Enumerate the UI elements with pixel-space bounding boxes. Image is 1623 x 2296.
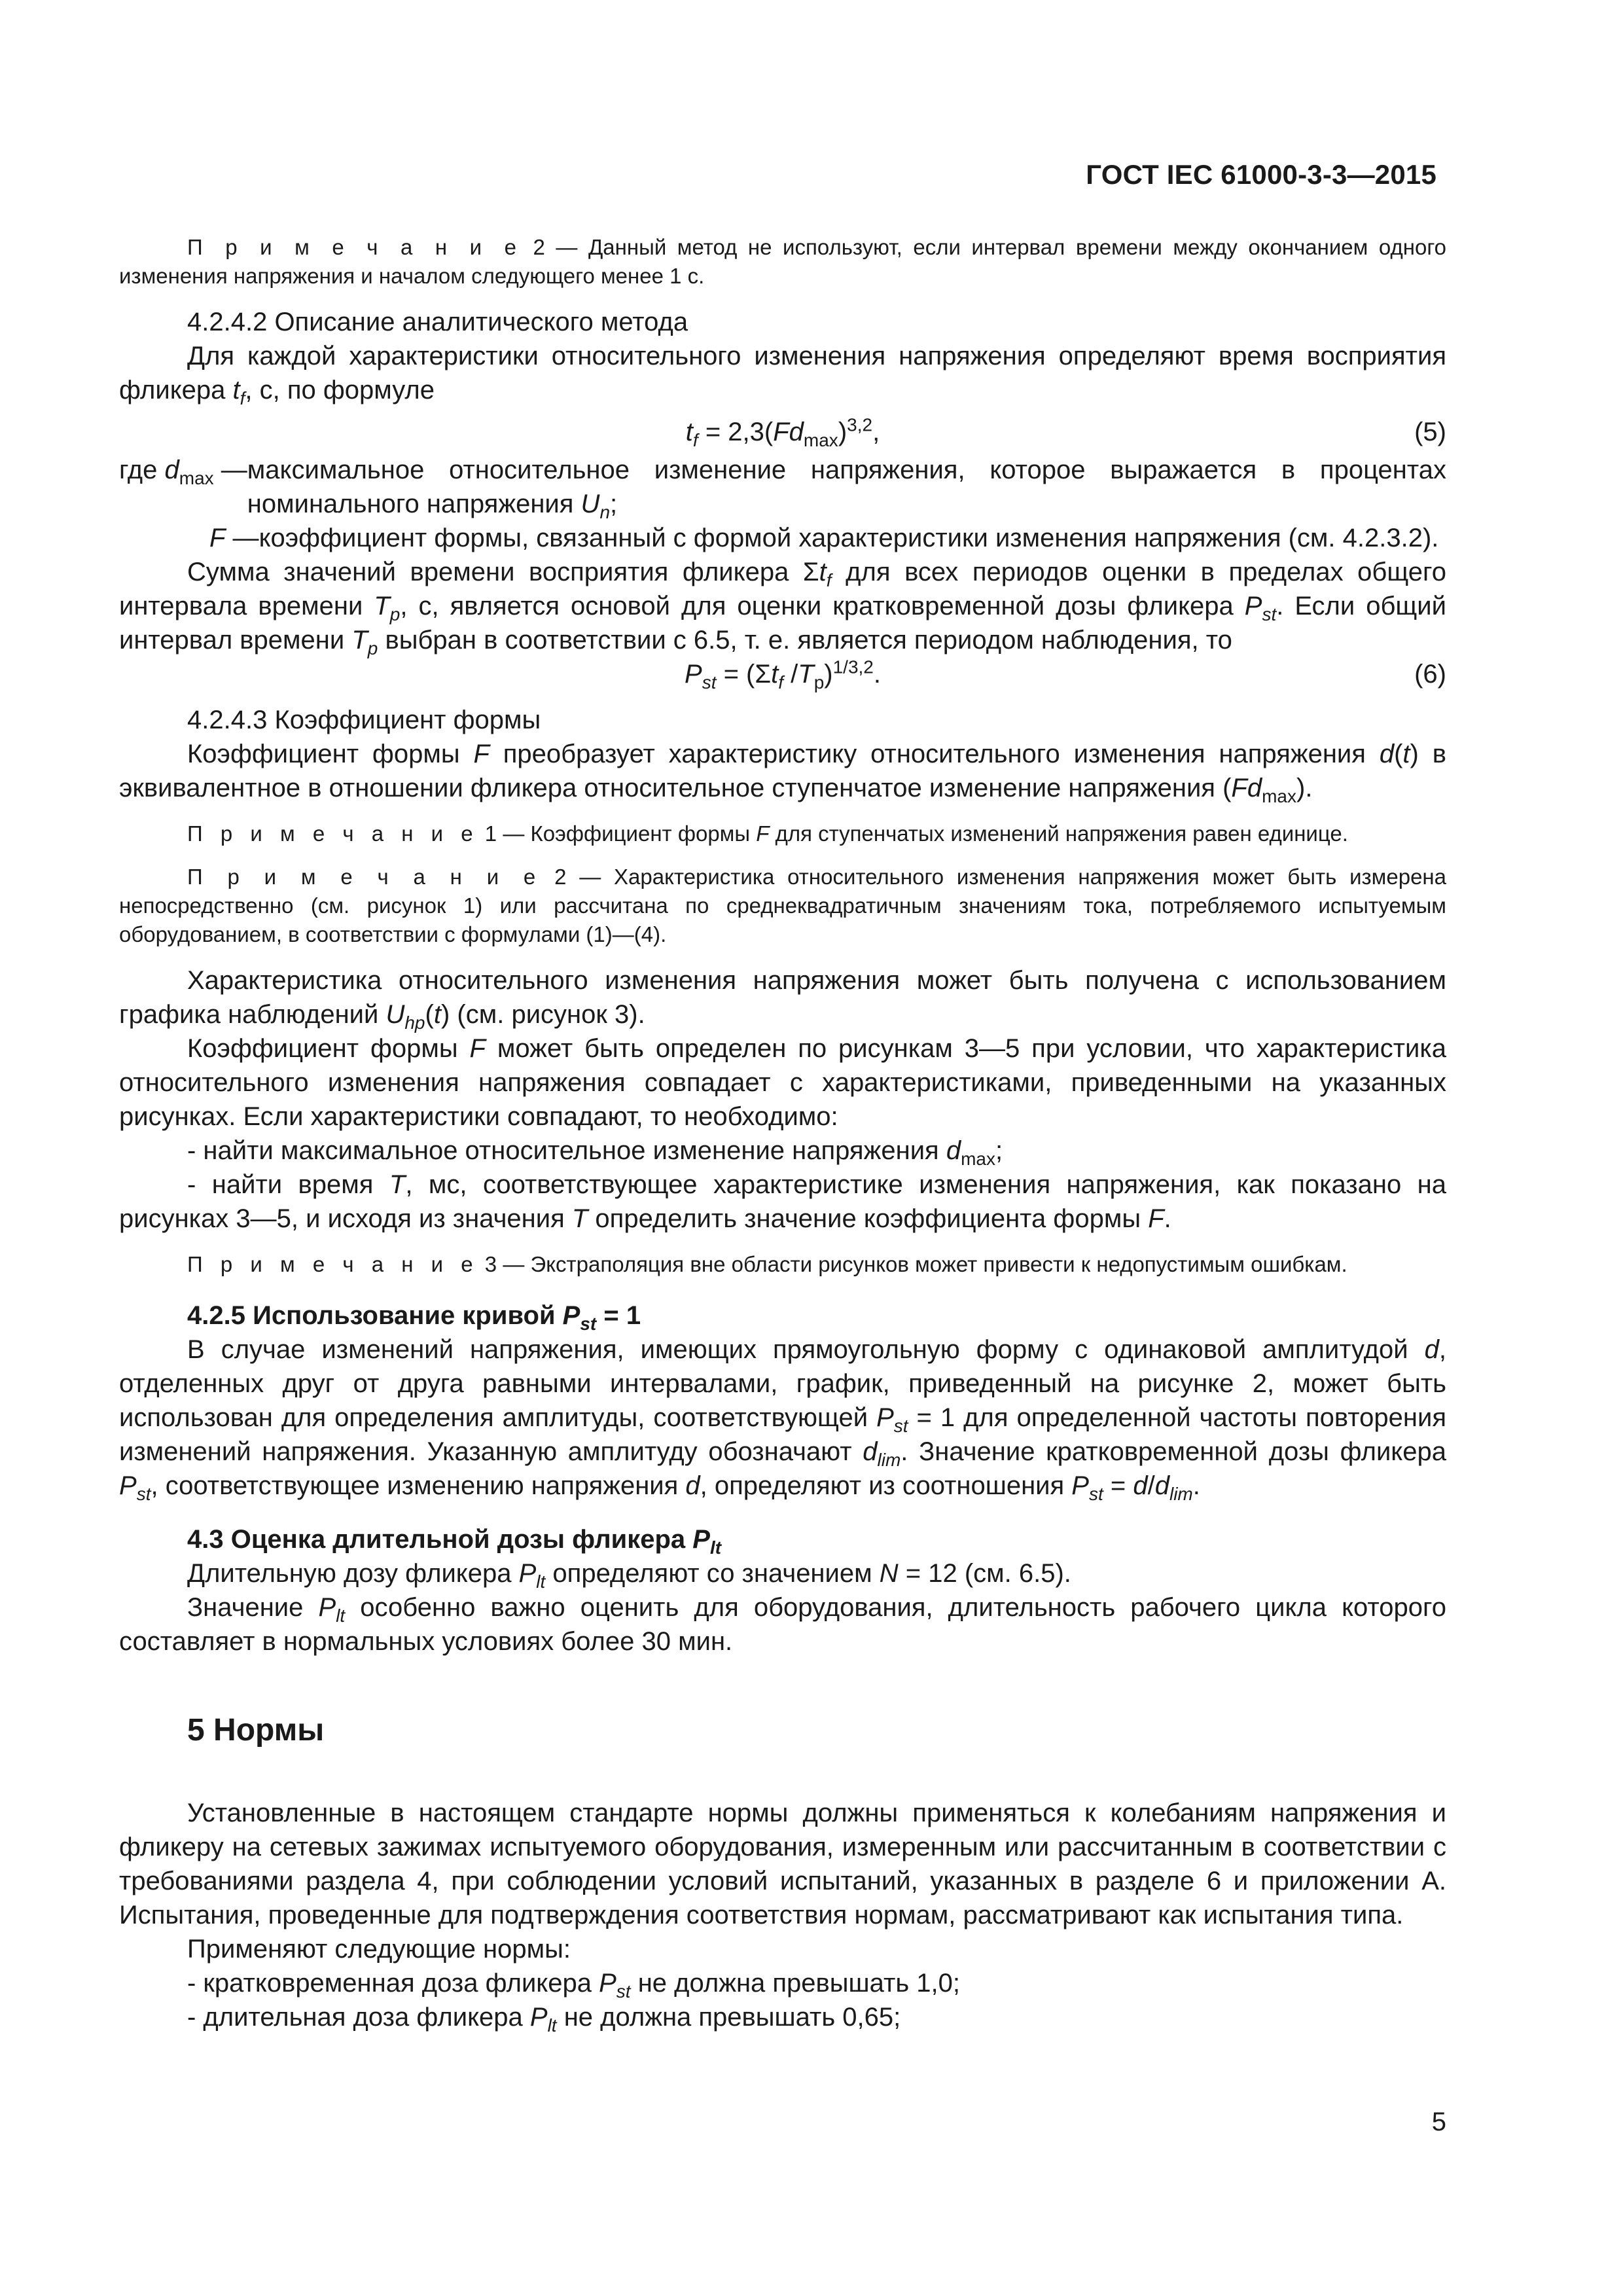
list-item: - найти максимальное относительное изменение напряжения $d_{max}$;: [187, 1136, 1003, 1169]
section-heading-425: 4.2.5 Использование кривой $P_{st} = 1$: [187, 1301, 641, 1334]
paragraph: Длительную дозу фликера $P_{lt}$ определяют со значением N = 12 (см. 6.5).: [187, 1559, 1071, 1592]
where-F: F — коэффициент формы, связанный с формой характеристики изменения напряжения (см. 4.2.3.2).: [209, 524, 1439, 552]
note-paragraph: П р и м е ч а н и е 1 — Коэффициент формы F для ступенчатых изменений напряжения равен единице.: [187, 821, 1348, 846]
section-heading-5: 5 Нормы: [187, 1713, 325, 1748]
list-item: - найти время T, мс, соответствующее характеристике изменения напряжения, как показано на рисунках 3—5, и исходя из значения T определить значение коэффициента формы F.: [119, 1170, 1446, 1233]
page-content: [119, 233, 1446, 2034]
note-paragraph: П р и м е ч а н и е 2 — Данный метод не используют, если интервал времени между окончанием одного изменения напряжения и началом следующего менее 1 с.: [119, 235, 1447, 288]
section-heading-4242: 4.2.4.2 Описание аналитического метода: [187, 308, 688, 336]
formula-number: (5): [1414, 418, 1446, 446]
paragraph: Сумма значений времени восприятия фликера $\Sigma t_f$ для всех периодов оценки в пределах общего интервала времени $T_p$, с, является основой для оценки кратковременной дозы фликера $P_{st}$. Если общий интервал времени $T_p$ выбран в соответствии с 6.5, т. е. является периодом наблюдения, то: [119, 558, 1446, 658]
paragraph: Для каждой характеристики относительного изменения напряжения определяют время восприятия фликера $t_f$, с, по формуле: [119, 342, 1446, 408]
section-heading-4243: 4.2.4.3 Коэффициент формы: [187, 706, 541, 734]
paragraph: Коэффициент формы F преобразует характеристику относительного изменения напряжения d(t) в эквивалентное в отношении фликера относительное ступенчатое изменение напряжения $(Fd_{max})$.: [119, 740, 1446, 806]
formula-6: $P_{st} = (\Sigma t_f$ $/T_p)^{1/3,2}$. (6): [685, 656, 1446, 692]
section-heading-43: 4.3 Оценка длительной дозы фликера $P_{lt}$: [187, 1525, 722, 1558]
list-item: - длительная доза фликера $P_{lt}$ не должна превышать 0,65;: [187, 2003, 901, 2036]
where-dmax: где $d_{max}$ — максимальное относительное изменение напряжения, которое выражается в процентах номинального напряжения $U_n$;: [119, 456, 1446, 522]
document-id-header: ГОСТ IEC 61000-3-3—2015: [1086, 159, 1436, 190]
paragraph: В случае изменений напряжения, имеющих прямоугольную форму с одинаковой амплитудой d, отделенных друг от друга равными интервалами, график, приведенный на рисунке 2, может быть использован для определения амплитуды, соответствующей $P_{st} = 1$ для определенной частоты повторения изменений напряжения. Указанную амплитуду обозначают $d_{lim}$. Значение кратковременной дозы фликера $P_{st}$, соответствующее изменению напряжения d, определяют из соотношения $P_{st} = d/d_{lim}$.: [119, 1335, 1446, 1504]
paragraph: Характеристика относительного изменения напряжения может быть получена с использованием графика наблюдений $U_{hp}(t)$ (см. рисунок 3).: [119, 966, 1446, 1033]
list-item: - кратковременная доза фликера $P_{st}$ не должна превышать 1,0;: [187, 1969, 960, 2001]
note-paragraph: П р и м е ч а н и е 3 — Экстраполяция вне области рисунков может привести к недопустимым ошибкам.: [187, 1252, 1347, 1276]
formula-5: $t_f = 2,3(Fd_{max})^{3,2}$, (5): [685, 414, 1446, 450]
paragraph: Значение $P_{lt}$ особенно важно оценить для оборудования, длительность рабочего цикла которого составляет в нормальных условиях более 30 мин.: [119, 1593, 1446, 1656]
formula-number: (6): [1414, 660, 1446, 689]
paragraph: Установленные в настоящем стандарте нормы должны применяться к колебаниям напряжения и фликеру на сетевых зажимах испытуемого оборудования, измеренным или рассчитанным в соответствии с требованиями раздела 4, при соблюдении условий испытаний, указанных в разделе 6 и приложении А. Испытания, проведенные для подтверждения соответствия нормам, рассматривают как испытания типа.: [119, 1799, 1446, 1929]
paragraph: Применяют следующие нормы:: [187, 1935, 571, 1964]
page-number: 5: [1431, 2108, 1446, 2136]
paragraph: Коэффициент формы F может быть определен по рисункам 3—5 при условии, что характеристика относительного изменения напряжения совпадает с характеристиками, приведенными на указанных рисунках. Если характеристики совпадают, то необходимо:: [119, 1034, 1446, 1131]
note-paragraph: П р и м е ч а н и е 2 — Характеристика относительного изменения напряжения может быть измерена непосредственно (см. рисунок 1) или рассчитана по среднеквадратичным значениям тока, потребляемого испытуемым оборудованием, в соответствии с формулами (1)—(4).: [119, 865, 1446, 946]
